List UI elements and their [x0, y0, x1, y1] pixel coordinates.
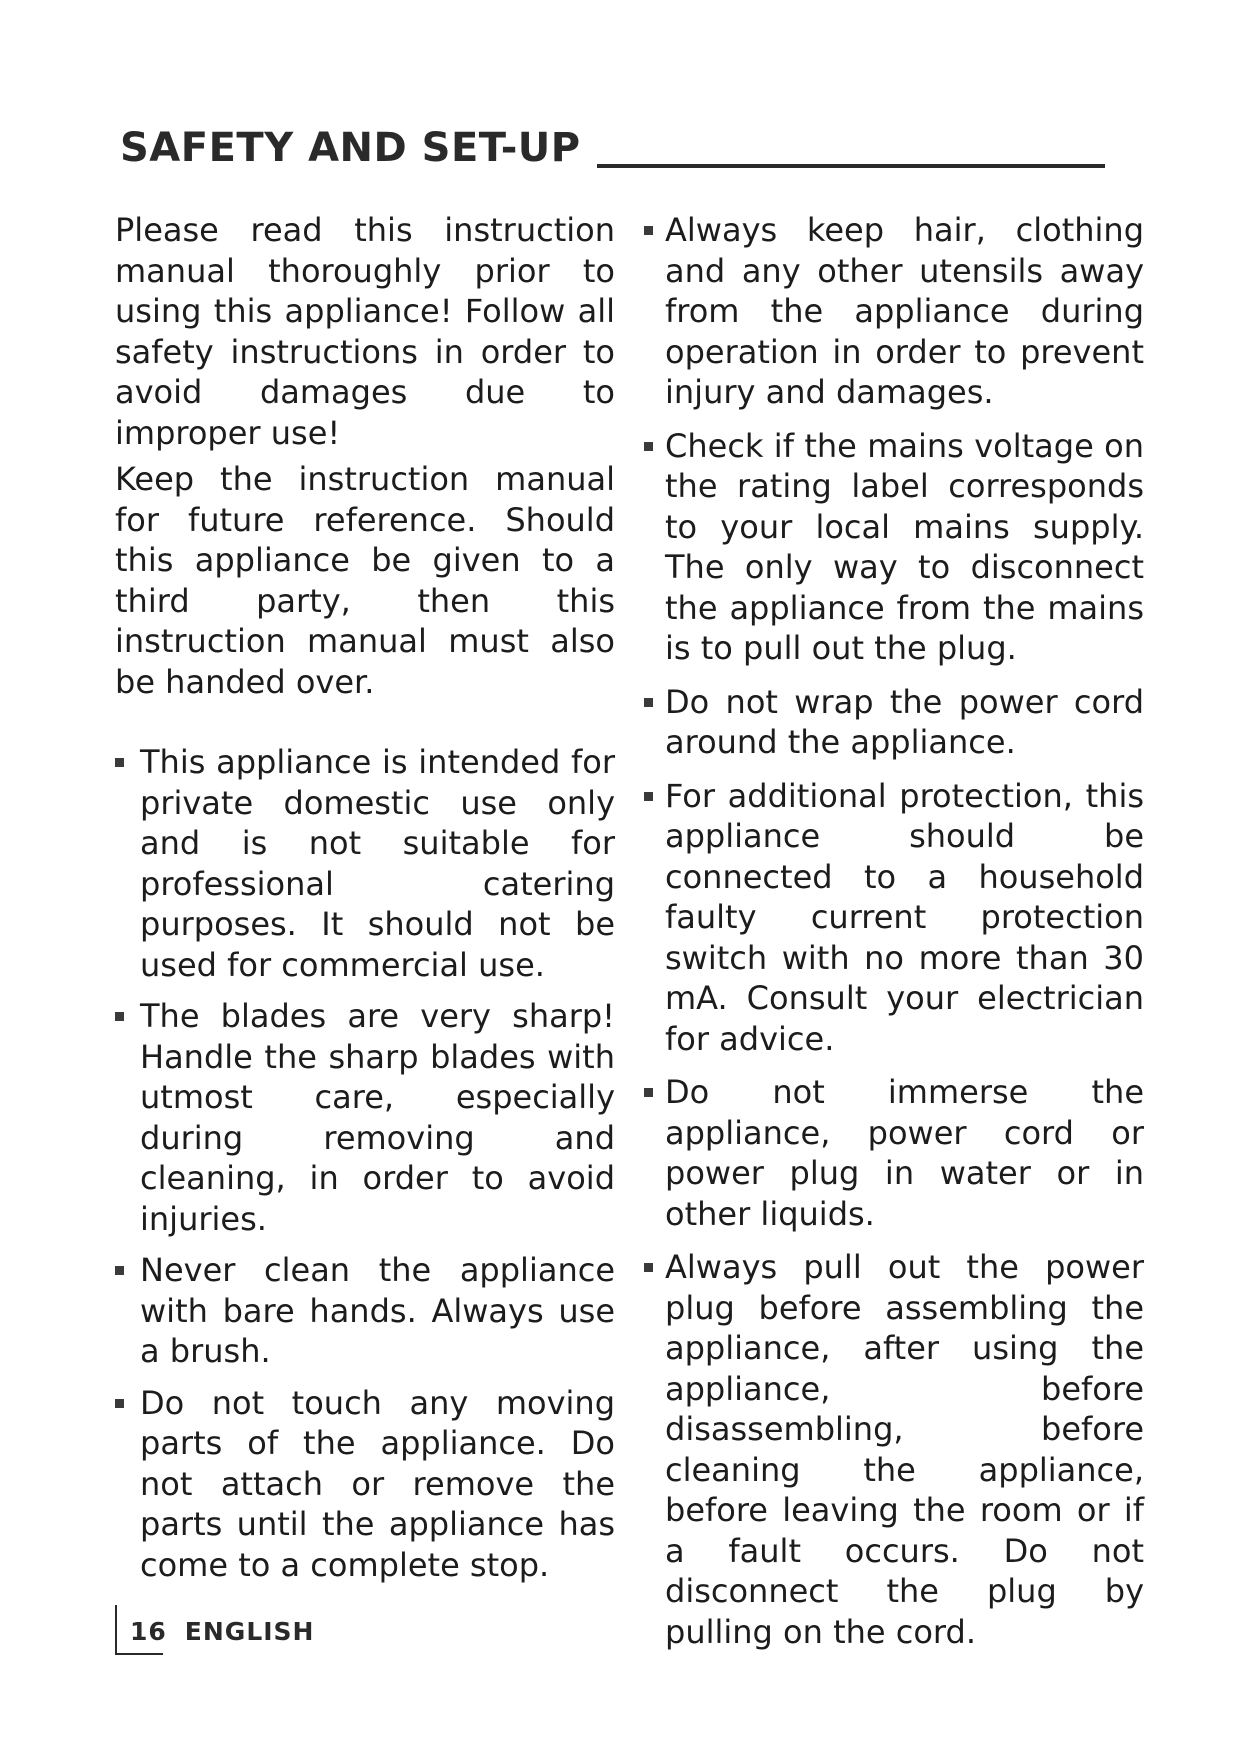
safety-item-text: Do not touch any moving parts of the appliance. Do not attach or remove the parts until the appliance has come to a complete stop. — [140, 1383, 615, 1584]
bullet-icon — [644, 792, 653, 801]
left-column — [115, 210, 615, 1596]
safety-item-text: Never clean the appliance with bare hands. Always use a brush. — [140, 1251, 615, 1370]
right-column — [644, 210, 1144, 1665]
safety-item-text: Do not wrap the power cord around the appliance. — [665, 682, 1144, 761]
bullet-icon — [115, 1012, 124, 1021]
safety-item-text: Always keep hair, clothing and any other utensils away from the appliance during operation in order to prevent injury and damages. — [665, 211, 1144, 411]
safety-item — [644, 682, 1144, 763]
bullet-icon — [115, 1266, 124, 1275]
bullet-icon — [644, 1088, 653, 1097]
safety-item — [115, 1250, 615, 1372]
safety-item-text: Check if the mains voltage on the rating label corresponds to your local mains supply. The only way to disconnect the appliance from the mains is to pull out the plug. — [665, 426, 1144, 667]
safety-item — [644, 1072, 1144, 1234]
safety-item — [115, 742, 615, 985]
safety-item-text: This appliance is intended for private domestic use only and is not suitable for professional catering purposes. It should not be used for commercial use. — [140, 743, 615, 984]
safety-item — [644, 776, 1144, 1060]
footer-corner-mark — [115, 1653, 163, 1655]
safety-item-text: Do not immerse the appliance, power cord or power plug in water or in other liquids. — [665, 1073, 1144, 1233]
intro-paragraph: Please read this instruction manual thoroughly prior to using this appliance! Follow all safety instructions in order to avoid damages due to improper use! — [115, 211, 615, 452]
safety-item — [644, 426, 1144, 669]
safety-item — [644, 210, 1144, 413]
bullet-icon — [644, 226, 653, 235]
bullet-icon — [115, 1399, 124, 1408]
safety-item — [644, 1247, 1144, 1652]
safety-item — [115, 1383, 615, 1586]
safety-item — [115, 996, 615, 1239]
safety-item-text: For additional protection, this appliance should be connected to a household faulty current protection switch with no more than 30 mA. Consult your electrician for advice. — [665, 776, 1144, 1058]
intro-paragraph: Keep the instruction manual for future reference. Should this appliance be given to a third party, then this instruction manual must also be handed over. — [115, 460, 615, 701]
page-title: SAFETY AND SET-UP — [120, 125, 581, 171]
page-footer — [115, 1605, 415, 1655]
header-rule — [597, 164, 1105, 168]
left-safety-list — [115, 742, 615, 1585]
bullet-icon — [115, 758, 124, 767]
safety-item-text: Always pull out the power plug before assembling the appliance, after using the appliance, before disassembling, before cleaning the appliance, before leaving the room or if a fault occurs. Do not disconnect the plug by pulling on the cord. — [665, 1248, 1144, 1651]
page-header — [120, 108, 1105, 171]
footer-corner-mark — [115, 1605, 117, 1655]
bullet-icon — [644, 442, 653, 451]
bullet-icon — [644, 698, 653, 707]
footer-language: ENGLISH — [184, 1617, 315, 1646]
footer-text — [130, 1617, 314, 1646]
bullet-icon — [644, 1263, 653, 1272]
safety-item-text: The blades are very sharp! Handle the sharp blades with utmost care, especially during removing and cleaning, in order to avoid injuries. — [140, 997, 615, 1238]
page-number: 16 — [130, 1617, 167, 1646]
right-safety-list — [644, 210, 1144, 1652]
